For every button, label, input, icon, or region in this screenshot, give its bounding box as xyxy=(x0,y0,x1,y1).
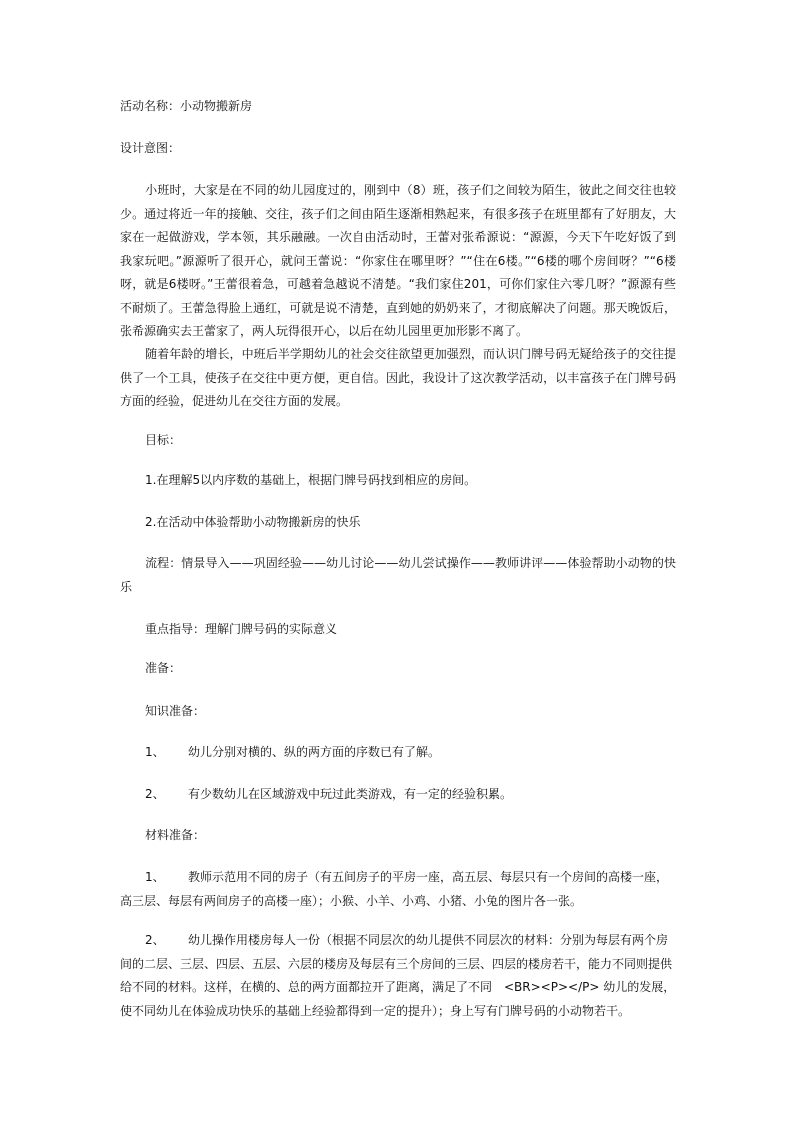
design-paragraph-1 xyxy=(120,179,676,344)
goal-heading: 目标： xyxy=(145,433,182,447)
prep-heading: 准备： xyxy=(145,661,182,675)
knowledge-item-1-text: 幼儿分别对横的、纵的两方面的序数已有了解。 xyxy=(188,745,441,759)
material-item-1-number: 1、 xyxy=(145,870,165,884)
activity-title: 活动名称：小动物搬新房 xyxy=(120,99,253,113)
knowledge-item-2 xyxy=(120,783,676,807)
process-text: 流程：情景导入——巩固经验——幼儿讨论——幼儿尝试操作——教师讲评——体验帮助小动物的快乐 xyxy=(120,556,676,594)
material-item-1 xyxy=(120,866,676,913)
goal-1: 1.在理解5以内序数的基础上，根据门牌号码找到相应的房间。 xyxy=(145,473,477,487)
design-heading: 设计意图： xyxy=(120,141,181,155)
knowledge-item-1 xyxy=(120,741,676,765)
goal-2: 2.在活动中体验帮助小动物搬新房的快乐 xyxy=(145,515,361,529)
material-item-2-number: 2、 xyxy=(145,933,165,947)
material-item-2-text: 幼儿操作用楼房每人一份（根据不同层次的幼儿提供不同层次的材料：分别为每层有两个房间的二层、三层、四层、五层、六层的楼房及每层有三个房间的三层、四层的楼房若干，能力不同则提供给不同的材料。这样，在横的、总的两方面都拉开了距离，满足了不同 <BR><P></P> 幼儿的发展，使不同幼儿在体验成功快乐的基础上经验都得到一定的提升）；身上写有门牌号码的小动物若干。 xyxy=(120,933,676,1018)
key-guidance: 重点指导：理解门牌号码的实际意义 xyxy=(145,622,338,636)
material-item-2 xyxy=(120,929,676,1023)
material-heading: 材料准备： xyxy=(145,828,206,842)
knowledge-item-1-number: 1、 xyxy=(145,745,165,759)
process-paragraph xyxy=(120,552,676,599)
design-paragraph-2 xyxy=(120,343,676,414)
knowledge-item-2-number: 2、 xyxy=(145,787,165,801)
design-paragraph-1-text: 小班时，大家是在不同的幼儿园度过的，刚到中（8）班，孩子们之间较为陌生，彼此之间交往也较少。通过将近一年的接触、交往，孩子们之间由陌生逐渐相熟起来，有很多孩子在班里都有了好朋友，大家在一起做游戏，学本领，其乐融融。一次自由活动时，王蕾对张希源说：“源源，今天下午吃好饭了到我家玩吧。”源源听了很开心，就问王蕾说：“你家住在哪里呀？”“住在6楼。”“6楼的哪个房间呀？”“6楼呀，就是6楼呀。”王蕾很着急，可越着急越说不清楚。“我们家住201，可你们家住六零几呀？”源源有些不耐烦了。王蕾急得脸上通红，可就是说不清楚，直到她的奶奶来了，才彻底解决了问题。那天晚饭后，张希源确实去王蕾家了，两人玩得很开心，以后在幼儿园里更加形影不离了。 xyxy=(120,183,676,338)
material-item-1-text: 教师示范用不同的房子（有五间房子的平房一座，高五层、每层只有一个房间的高楼一座，高三层、每层有两间房子的高楼一座）；小猴、小羊、小鸡、小猪、小兔的图片各一张。 xyxy=(120,870,669,908)
knowledge-item-2-text: 有少数幼儿在区域游戏中玩过此类游戏，有一定的经验积累。 xyxy=(188,787,513,801)
design-paragraph-2-text: 随着年龄的增长，中班后半学期幼儿的社会交往欲望更加强烈，而认识门牌号码无疑给孩子的交往提供了一个工具，使孩子在交往中更方便，更自信。因此，我设计了这次教学活动，以丰富孩子在门牌号码方面的经验，促进幼儿在交往方面的发展。 xyxy=(120,347,676,408)
knowledge-heading: 知识准备： xyxy=(145,704,206,718)
